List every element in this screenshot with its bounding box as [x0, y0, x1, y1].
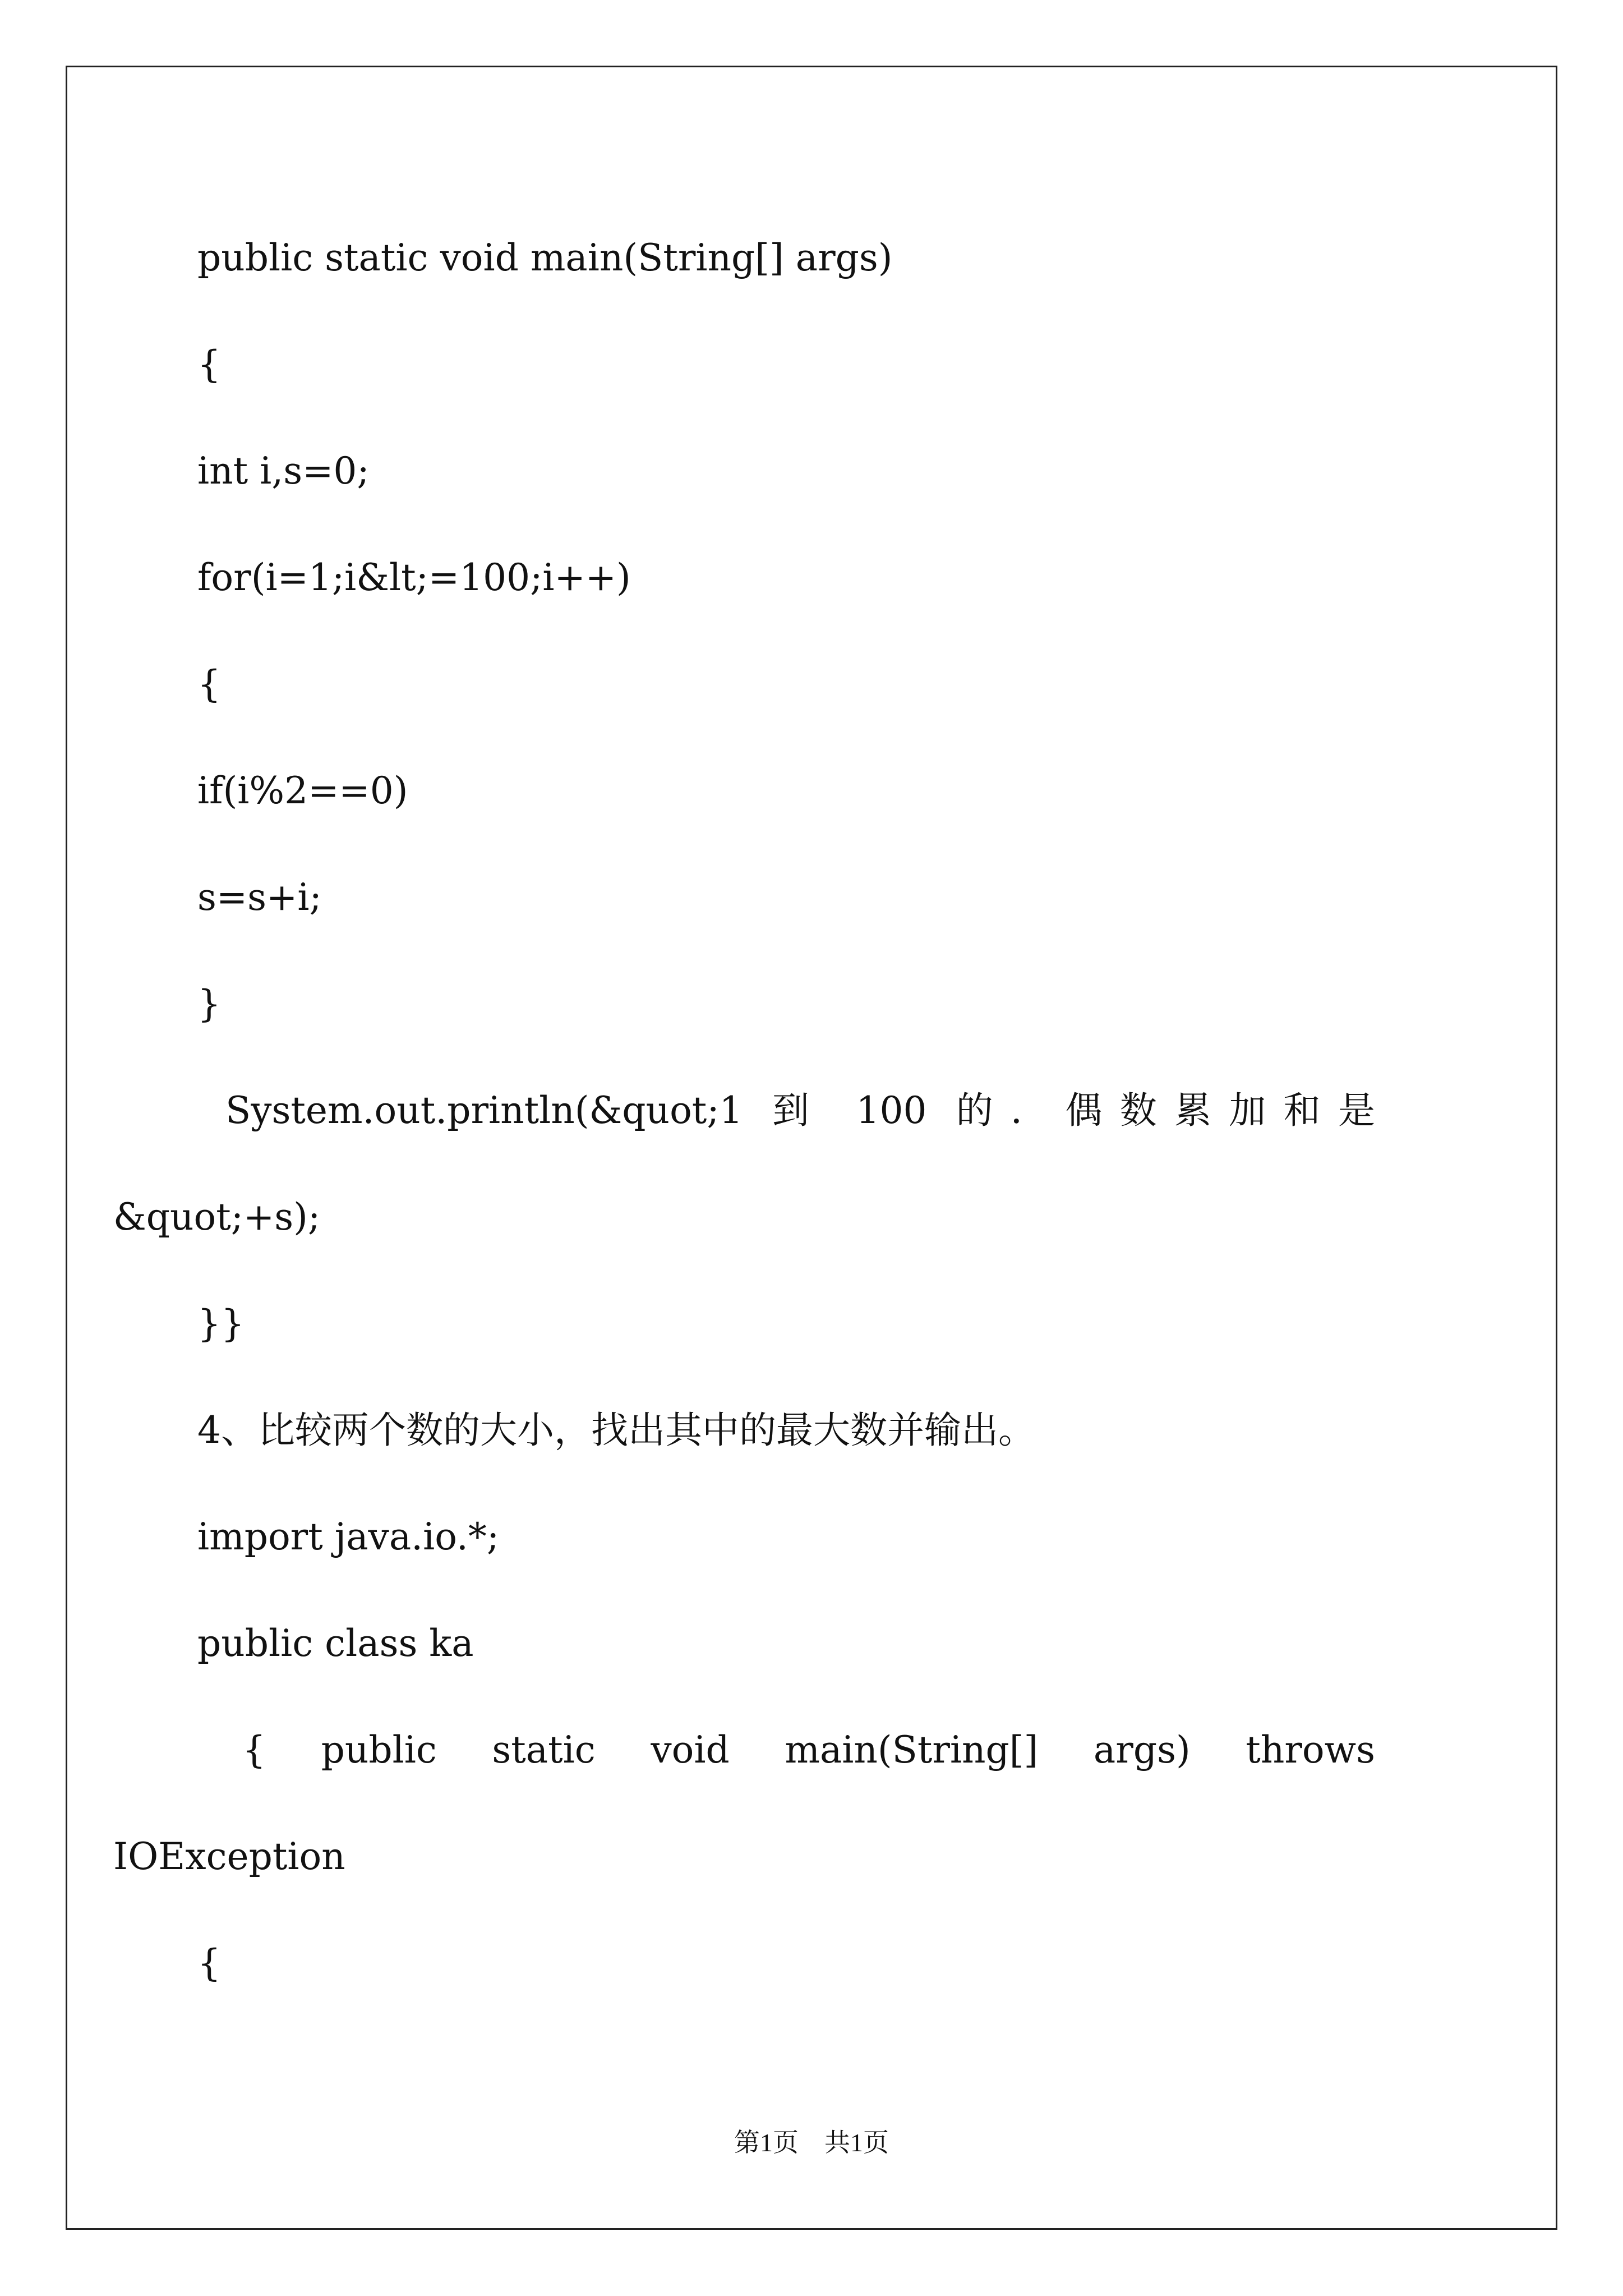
page-border: [66, 66, 1557, 2230]
code-line: System.out.println(&quot;1 到 100 的．偶数累加和是: [225, 1089, 1375, 1132]
code-line: s=s+i;: [197, 876, 322, 919]
code-line: public class ka: [197, 1622, 474, 1665]
code-line: int i,s=0;: [197, 449, 370, 493]
code-line: }: [197, 982, 221, 1025]
code-line: {: [197, 1941, 221, 1985]
code-line: for(i=1;i&lt;=100;i++): [197, 556, 631, 599]
code-line: IOException: [113, 1835, 345, 1878]
code-line: if(i%2==0): [197, 769, 408, 812]
code-line: import java.io.*;: [197, 1515, 500, 1558]
page-footer: 第1页 共1页: [734, 2128, 889, 2157]
code-line: &quot;+s);: [113, 1195, 321, 1239]
code-line: { public static void main(String[] args) throws: [242, 1728, 1375, 1772]
code-line: public static void main(String[] args): [197, 236, 893, 279]
code-line: {: [197, 343, 221, 386]
code-line: {: [197, 662, 221, 706]
heading-line: 4、比较两个数的大小，找出其中的最大数并输出。: [197, 1409, 1035, 1452]
code-line: }}: [197, 1302, 245, 1345]
